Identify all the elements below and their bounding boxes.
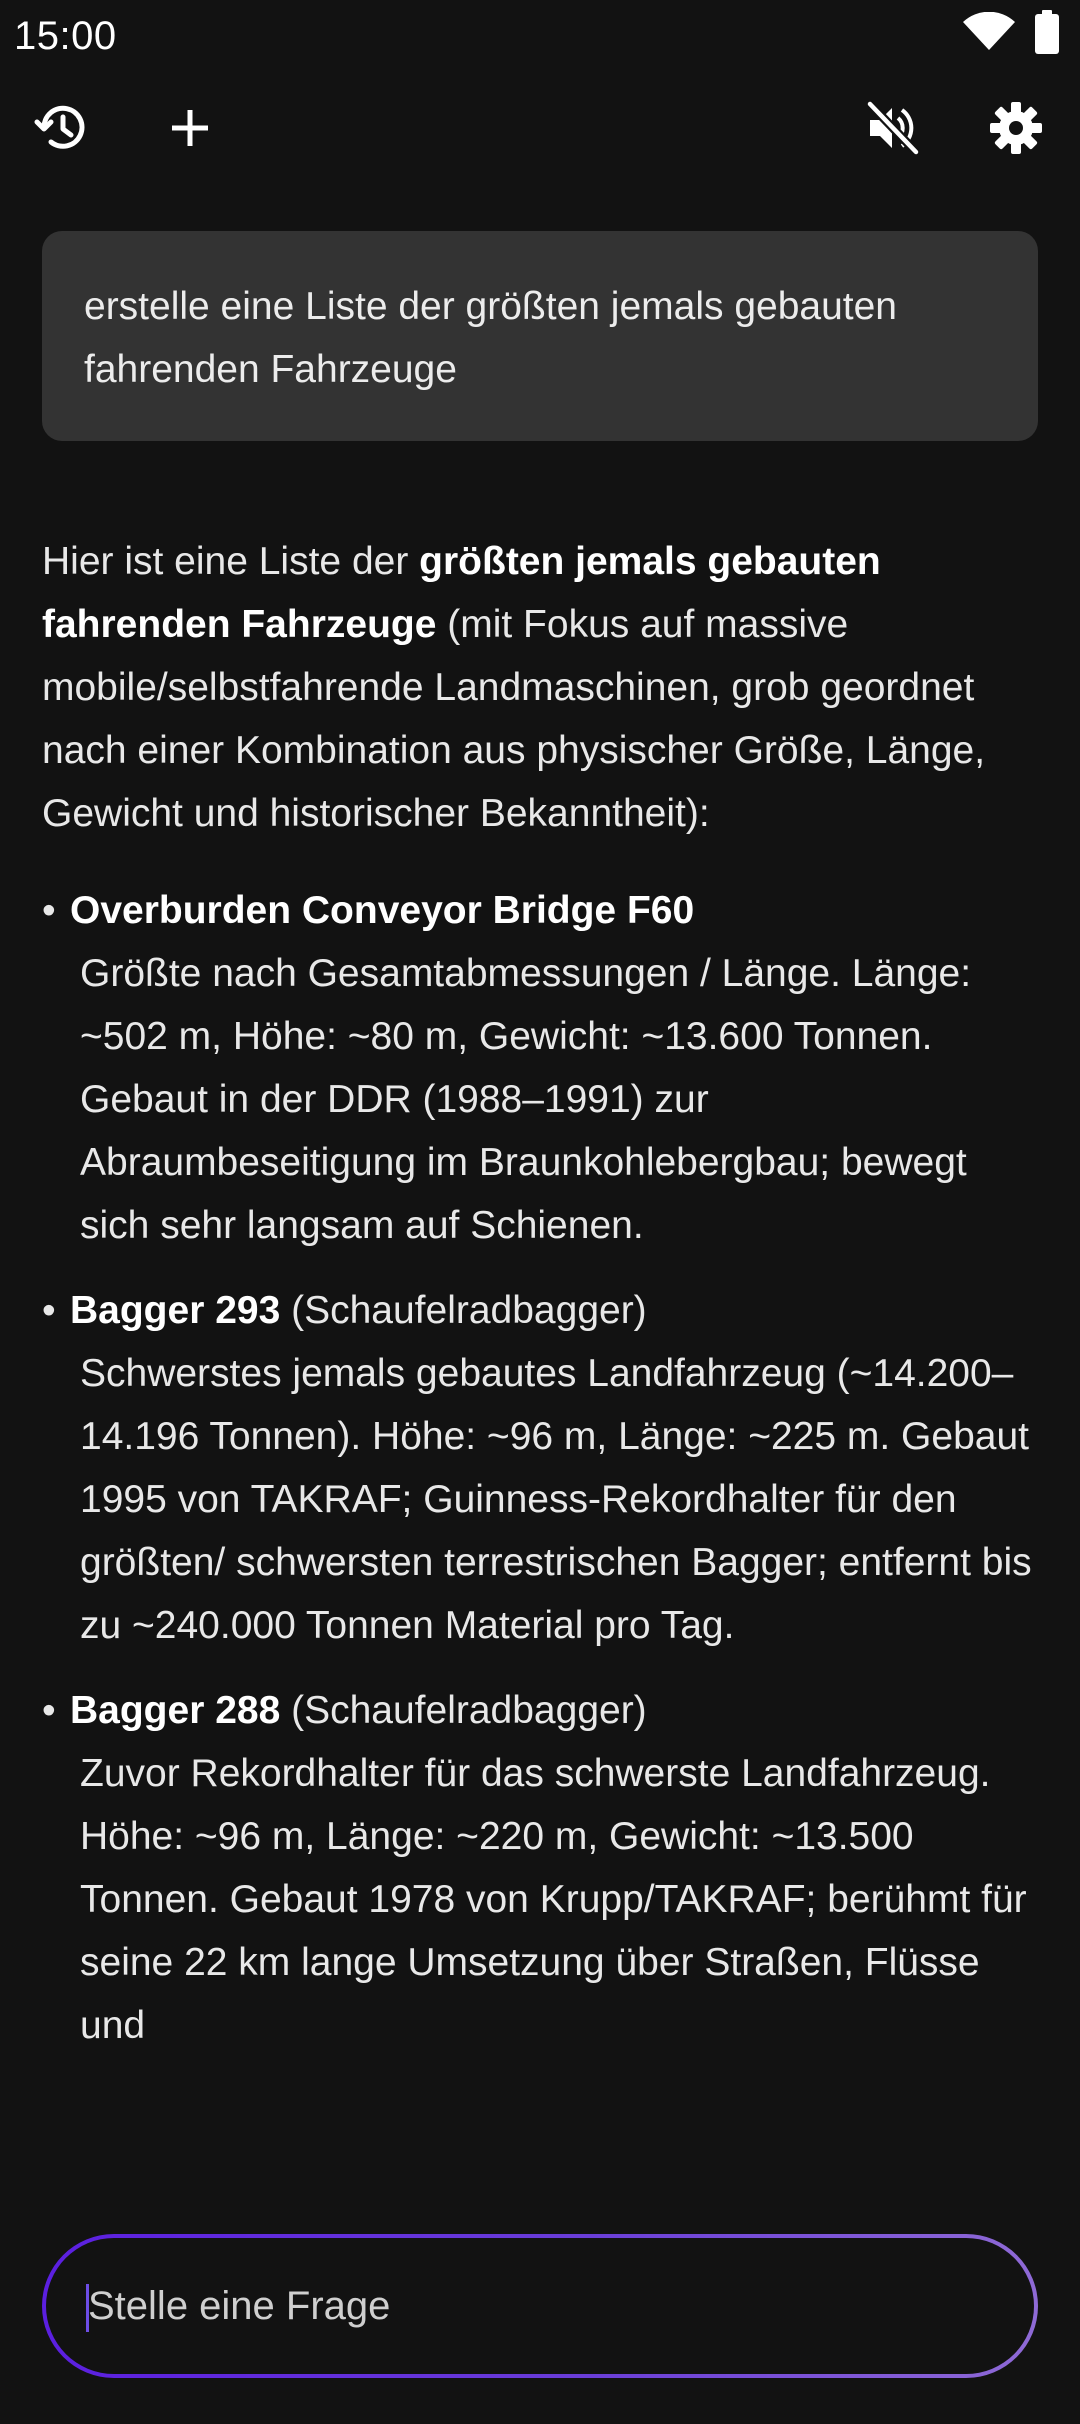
text-caret — [86, 2284, 89, 2332]
intro-prefix: Hier ist eine Liste der — [42, 540, 420, 583]
user-message-text: erstelle eine Liste der größten jemals gebauten fahrenden Fahrzeuge — [84, 285, 897, 391]
ask-input-container — [42, 2234, 1038, 2378]
item-name: Overburden Conveyor Bridge F60 — [70, 889, 695, 932]
intro-suffix: (mit Fokus auf massive mobile/selbstfahrende Landmaschinen, grob geordnet nach einer Kombination aus physischer Größe, Länge, Gewicht und historischer Bekanntheit): — [42, 603, 986, 835]
wifi-icon — [962, 12, 1016, 57]
bullet: • — [42, 889, 56, 932]
list-item — [42, 1679, 1042, 2057]
new-chat-button[interactable] — [152, 92, 228, 168]
assistant-response — [42, 530, 1042, 2079]
list-item — [42, 879, 1042, 1257]
ask-input-field[interactable] — [46, 2238, 1034, 2374]
item-name: Bagger 293 — [70, 1289, 281, 1332]
battery-icon — [1034, 10, 1060, 59]
intro-bold: größten jemals gebauten fahrenden Fahrzeuge — [42, 540, 881, 646]
item-description: Größte nach Gesamtabmessungen / Länge. Länge: ~502 m, Höhe: ~80 m, Gewicht: ~13.600 Tonnen. Gebaut in der DDR (1988–1991) zur Abraumbeseitigung im Braunkohlebergbau; bewegt sich sehr langsam auf Schienen. — [80, 952, 972, 1247]
mute-button[interactable] — [854, 92, 930, 168]
item-name: Bagger 288 — [70, 1689, 281, 1732]
bullet: • — [42, 1289, 56, 1332]
status-bar — [0, 0, 1080, 80]
history-icon — [32, 98, 92, 163]
status-time: 15:00 — [14, 14, 117, 58]
response-intro — [42, 530, 1042, 845]
plus-icon — [168, 106, 212, 155]
volume-off-icon — [864, 100, 920, 161]
item-description: Zuvor Rekordhalter für das schwerste Landfahrzeug. Höhe: ~96 m, Länge: ~220 m, Gewicht: ~13.500 Tonnen. Gebaut 1978 von Krupp/TAKRAF; berühmt für seine 22 km lange Umsetzung über Straßen, Flüsse und — [80, 1752, 1027, 2047]
bullet: • — [42, 1689, 56, 1732]
list-item — [42, 1279, 1042, 1657]
user-message-bubble — [42, 231, 1038, 441]
settings-button[interactable] — [978, 92, 1054, 168]
history-button[interactable] — [24, 92, 100, 168]
item-subtitle: (Schaufelradbagger) — [280, 1289, 647, 1332]
toolbar — [0, 80, 1080, 172]
vehicle-list — [42, 879, 1042, 2057]
gear-icon — [988, 100, 1044, 161]
item-subtitle: (Schaufelradbagger) — [280, 1689, 647, 1732]
ask-input[interactable] — [88, 2284, 968, 2329]
item-description: Schwerstes jemals gebautes Landfahrzeug (~14.200–14.196 Tonnen). Höhe: ~96 m, Länge: ~225 m. Gebaut 1995 von TAKRAF; Guinness-Rekordhalter für den größten/ schwersten terrestrischen Bagger; entfernt bis zu ~240.000 Tonnen Material pro Tag. — [80, 1352, 1032, 1647]
status-icons — [962, 12, 1060, 56]
